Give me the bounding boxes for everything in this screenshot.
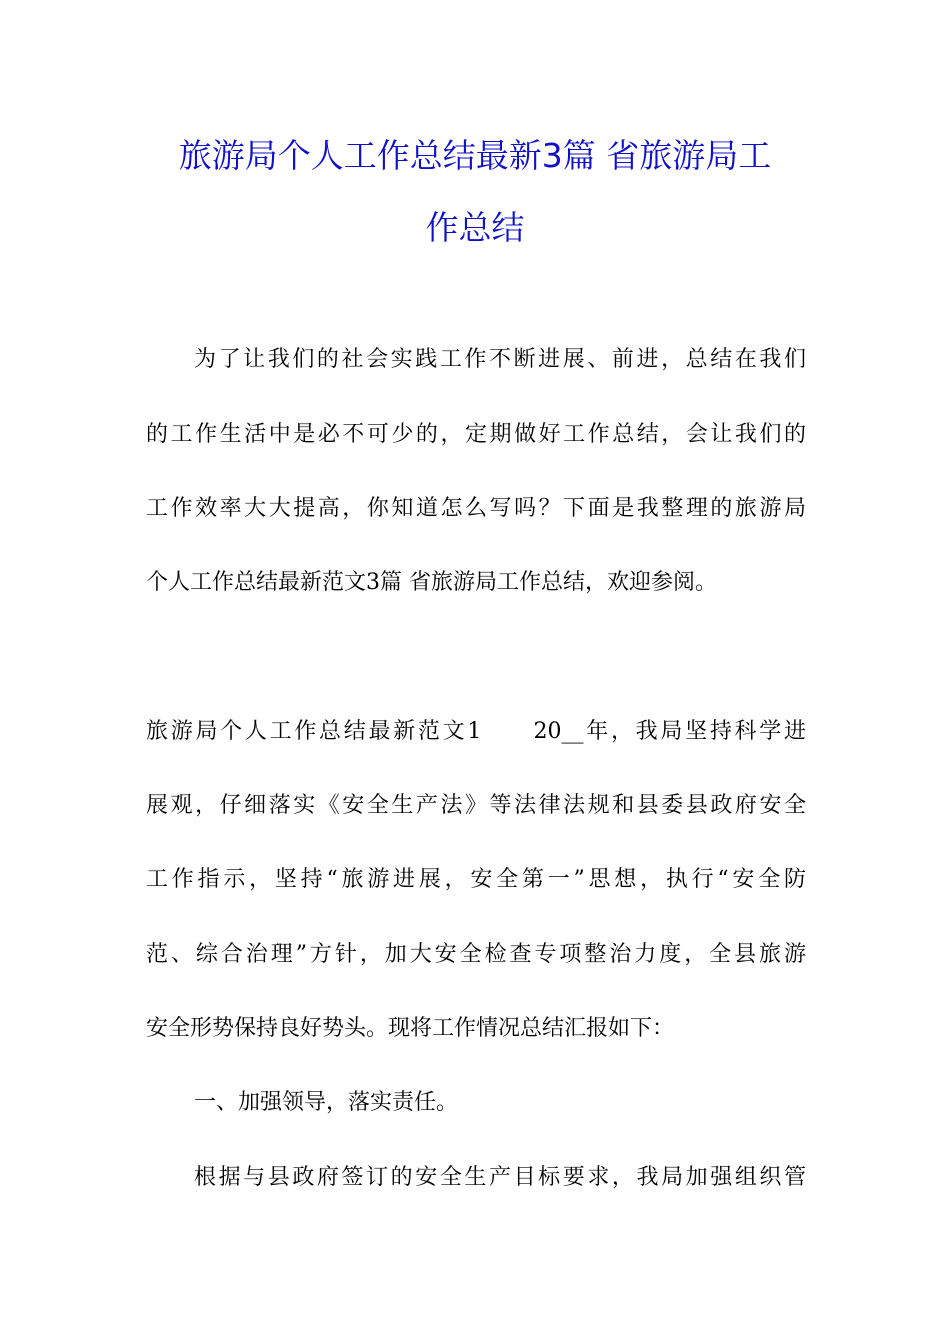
body-paragraph-line: 安全形势保持良好势头。现将工作情况总结汇报如下：: [146, 1016, 675, 1041]
section-heading: 一、加强领导，落实责任。: [194, 1090, 459, 1115]
intro-paragraph-line: 的工作生活中是必不可少的，定期做好工作总结，会让我们的: [146, 422, 806, 447]
intro-paragraph-line: 个人工作总结最新范文3篇 省旅游局工作总结，欢迎参阅。: [146, 570, 717, 595]
document-title-line-2: 作总结: [425, 208, 525, 247]
body-paragraph-line: 工作指示，坚持“旅游进展，安全第一”思想，执行“安全防: [146, 867, 806, 892]
body-paragraph-line: 展观，仔细落实《安全生产法》等法律法规和县委县政府安全: [146, 793, 806, 818]
document-title-line-1: 旅游局个人工作总结最新3篇 省旅游局工: [178, 136, 772, 175]
intro-paragraph-line: 工作效率大大提高，你知道怎么写吗？下面是我整理的旅游局: [146, 496, 806, 521]
section-paragraph-line: 根据与县政府签订的安全生产目标要求，我局加强组织管: [194, 1165, 806, 1190]
body-paragraph-line: 旅游局个人工作总结最新范文1 20__年，我局坚持科学进: [146, 719, 806, 744]
intro-paragraph-line: 为了让我们的社会实践工作不断进展、前进，总结在我们: [194, 347, 806, 372]
body-paragraph-line: 范、综合治理”方针，加大安全检查专项整治力度，全县旅游: [146, 942, 806, 967]
